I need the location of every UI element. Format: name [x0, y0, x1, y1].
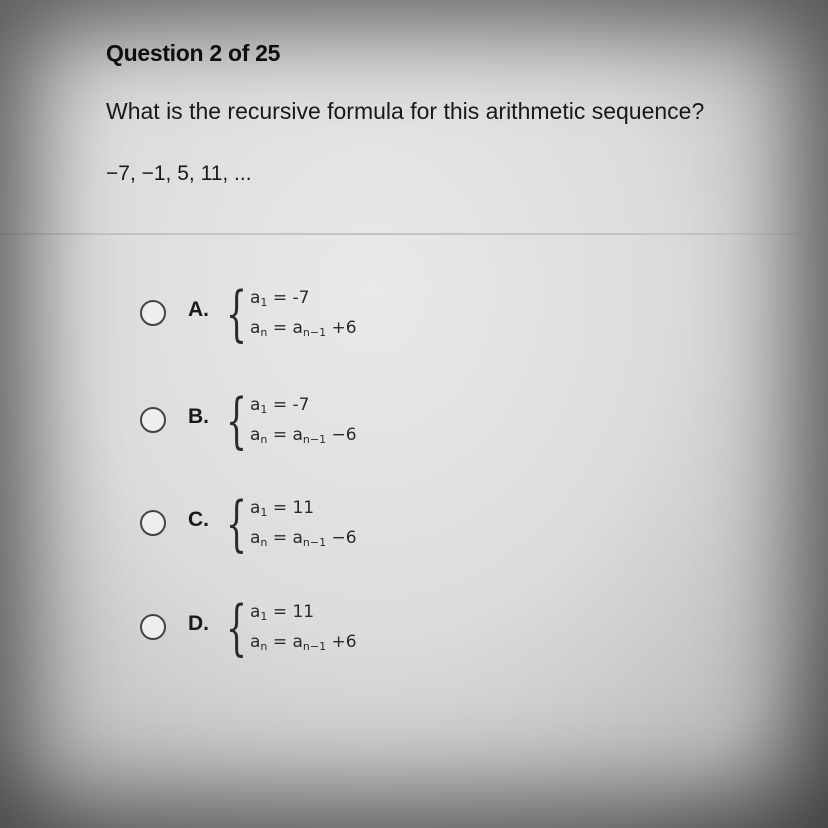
answer-option-b[interactable] [130, 386, 430, 465]
formula-recursive-term: $a_n = a_{n-1} +6$ [250, 318, 357, 339]
answer-option-a[interactable] [130, 279, 430, 358]
brace-icon: { [226, 279, 248, 349]
question-prompt: What is the recursive formula for this arithmetic sequence? [106, 98, 705, 124]
formula-initial-term: $a_1 = 11$ [250, 498, 315, 519]
sequence-text: −7, −1, 5, 11, ... [106, 162, 252, 185]
brace-icon: { [226, 489, 248, 559]
divider [0, 233, 828, 235]
option-letter: B. [188, 405, 209, 428]
formula-initial-term: $a_1 = -7$ [250, 288, 310, 309]
radio-button[interactable] [140, 614, 166, 640]
formula-recursive-term: $a_n = a_{n-1} -6$ [250, 528, 357, 549]
brace-icon: { [226, 593, 248, 663]
formula-initial-term: $a_1 = -7$ [250, 395, 310, 416]
radio-button[interactable] [140, 407, 166, 433]
radio-button[interactable] [140, 300, 166, 326]
answer-option-c[interactable] [130, 489, 430, 568]
answer-option-d[interactable] [130, 593, 430, 672]
brace-icon: { [226, 386, 248, 456]
option-letter: D. [188, 612, 209, 635]
option-letter: C. [188, 508, 209, 531]
formula-initial-term: $a_1 = 11$ [250, 602, 315, 623]
formula-recursive-term: $a_n = a_{n-1} -6$ [250, 425, 357, 446]
option-letter: A. [188, 298, 209, 321]
question-counter: Question 2 of 25 [106, 40, 281, 66]
formula-recursive-term: $a_n = a_{n-1} +6$ [250, 632, 357, 653]
radio-button[interactable] [140, 510, 166, 536]
